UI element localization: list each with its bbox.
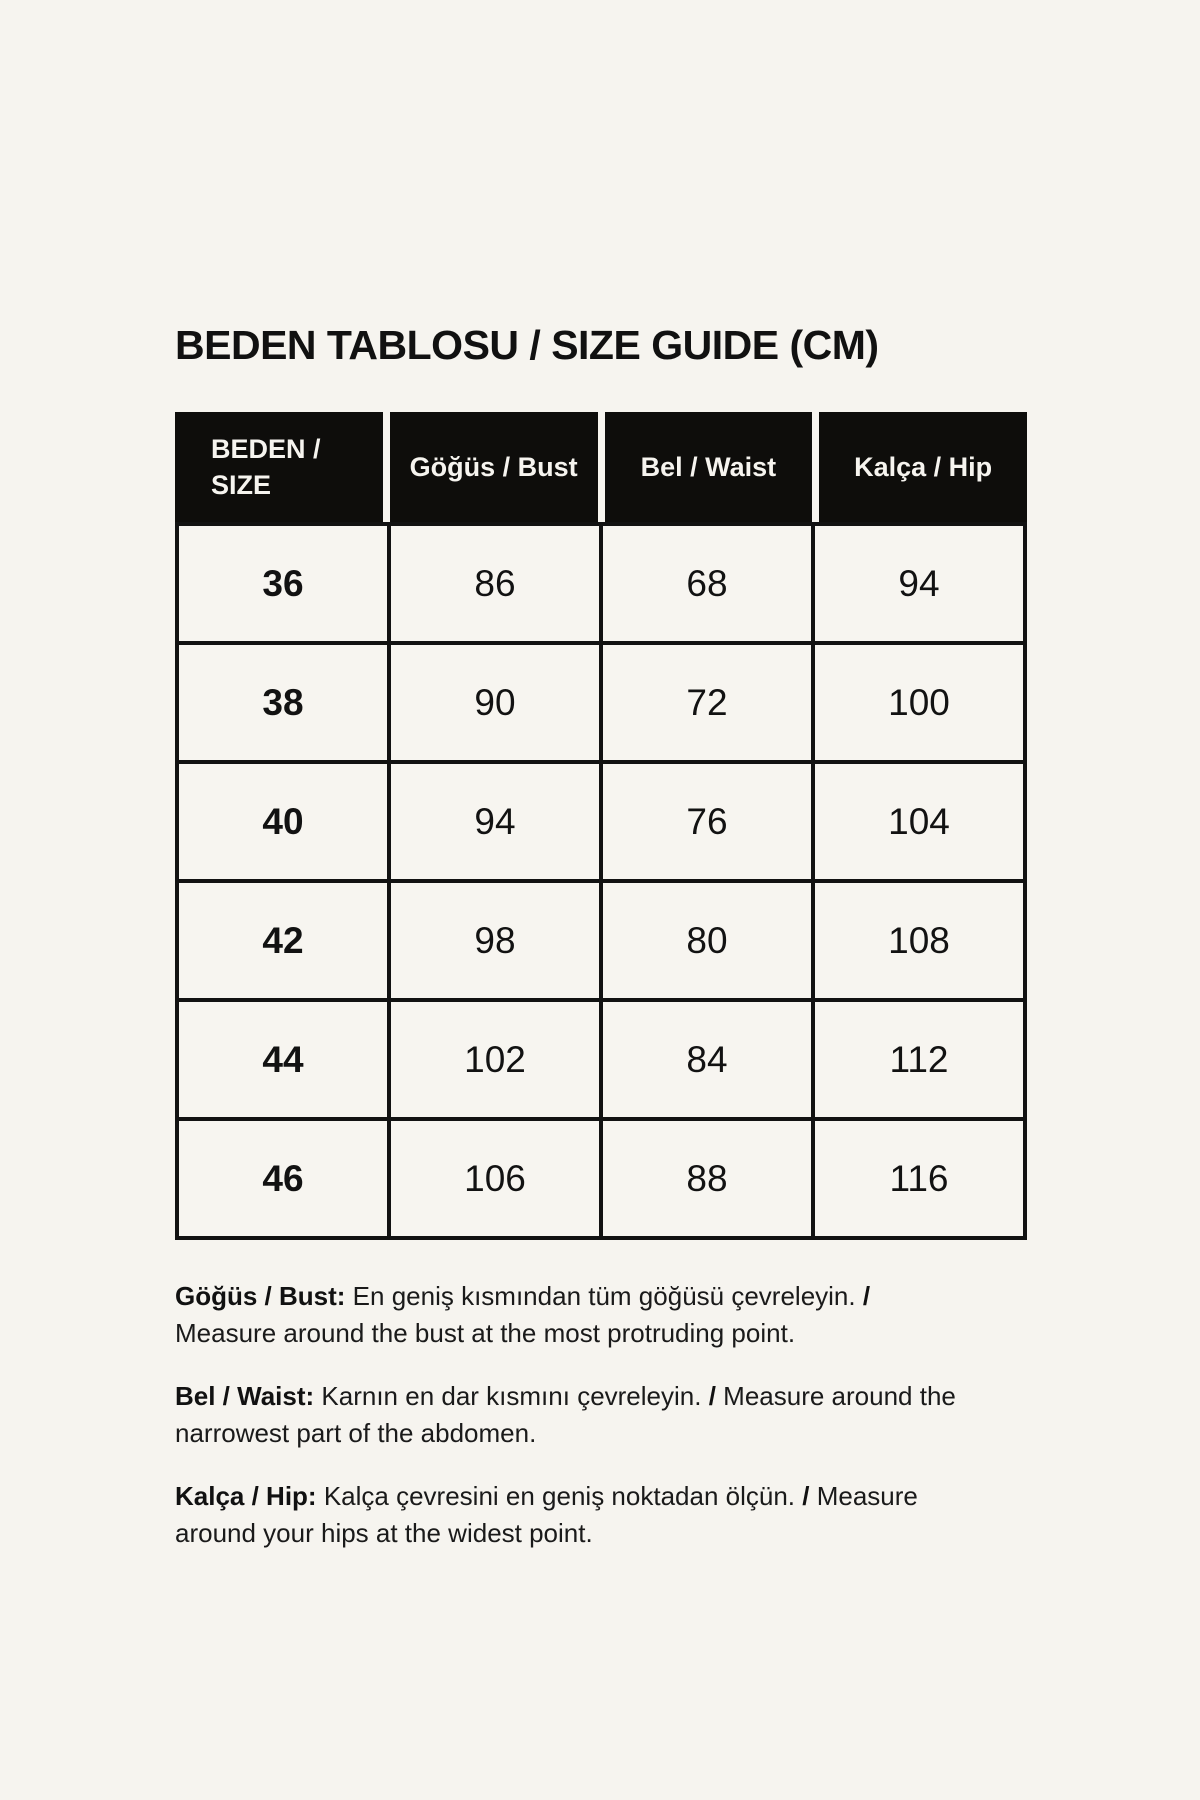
note-bust-text-en: Measure around the bust at the most protruding point.: [175, 1318, 796, 1348]
waist-cell: 76: [601, 762, 813, 881]
size-cell: 36: [177, 524, 389, 643]
measurement-notes: [175, 1278, 975, 1552]
waist-cell: 88: [601, 1119, 813, 1238]
bust-cell: 94: [389, 762, 601, 881]
waist-cell: 84: [601, 1000, 813, 1119]
hip-cell: 94: [813, 524, 1025, 643]
bust-cell: 90: [389, 643, 601, 762]
page-title: BEDEN TABLOSU / SIZE GUIDE (CM): [175, 322, 879, 368]
table-row: [177, 643, 1025, 762]
size-cell: 44: [177, 1000, 389, 1119]
size-table-header-row: [175, 412, 1027, 522]
hip-cell: 104: [813, 762, 1025, 881]
note-bust: [175, 1278, 975, 1352]
table-row: [177, 881, 1025, 1000]
hip-cell: 108: [813, 881, 1025, 1000]
column-header-waist: Bel / Waist: [605, 412, 813, 522]
size-cell: 46: [177, 1119, 389, 1238]
bust-cell: 102: [389, 1000, 601, 1119]
note-waist-text-tr: Karnın en dar kısmını çevreleyin.: [321, 1381, 702, 1411]
note-waist-separator: /: [708, 1381, 716, 1411]
note-waist-text-en: Measure around the narrowest part of the abdomen.: [175, 1381, 956, 1448]
column-header-size: BEDEN / SIZE: [175, 412, 383, 522]
table-row: [177, 762, 1025, 881]
bust-cell: 98: [389, 881, 601, 1000]
hip-cell: 116: [813, 1119, 1025, 1238]
bust-cell: 106: [389, 1119, 601, 1238]
note-hip-label: Kalça / Hip:: [175, 1481, 317, 1511]
size-cell: 38: [177, 643, 389, 762]
note-hip-separator: /: [802, 1481, 810, 1511]
table-row: [177, 524, 1025, 643]
hip-cell: 112: [813, 1000, 1025, 1119]
column-header-hip: Kalça / Hip: [819, 412, 1027, 522]
note-bust-text-tr: En geniş kısmından tüm göğüsü çevreleyin.: [352, 1281, 856, 1311]
size-cell: 42: [177, 881, 389, 1000]
note-hip: [175, 1478, 975, 1552]
column-header-bust: Göğüs / Bust: [390, 412, 598, 522]
note-bust-separator: /: [862, 1281, 871, 1311]
size-table: [175, 412, 1027, 1240]
note-bust-label: Göğüs / Bust:: [175, 1281, 346, 1311]
waist-cell: 72: [601, 643, 813, 762]
note-hip-text-tr: Kalça çevresini en geniş noktadan ölçün.: [323, 1481, 796, 1511]
table-row: [177, 1000, 1025, 1119]
note-hip-text-en: Measure around your hips at the widest point.: [175, 1481, 918, 1548]
size-cell: 40: [177, 762, 389, 881]
table-row: [177, 1119, 1025, 1238]
waist-cell: 68: [601, 524, 813, 643]
note-waist-label: Bel / Waist:: [175, 1381, 315, 1411]
note-waist: [175, 1378, 975, 1452]
hip-cell: 100: [813, 643, 1025, 762]
waist-cell: 80: [601, 881, 813, 1000]
size-table-body: [175, 522, 1027, 1240]
bust-cell: 86: [389, 524, 601, 643]
